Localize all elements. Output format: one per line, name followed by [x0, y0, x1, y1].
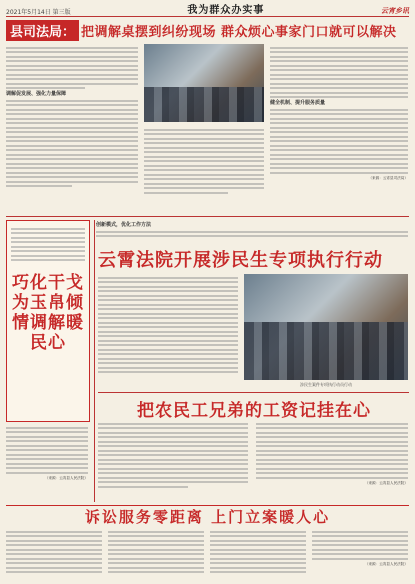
story1-title: 把调解桌摆到纠纷现场 群众烦心事家门口就可以解决 [81, 24, 397, 40]
story4-byline: （来源：云宵县人民法院） [364, 481, 408, 485]
story2-subcol [96, 220, 408, 244]
story5-col1 [6, 528, 102, 582]
story4-col2 [256, 420, 408, 502]
story5-col3 [210, 528, 306, 582]
story2-subhead: 创新模式，优化工作方法 [96, 222, 152, 228]
story1-col2 [144, 126, 264, 212]
story5-col2 [108, 528, 204, 582]
story4-headline: 把农民工兄弟的工资记挂在心 [137, 401, 371, 421]
divider-vertical [94, 220, 95, 502]
column-title: 我为群众办实事 [187, 5, 265, 16]
story1-photo [144, 44, 264, 122]
story2-headline: 巧化干戈为玉帛倾情调解暖民心 [12, 273, 84, 353]
story5-headline: 诉讼服务零距离 上门立案暖人心 [6, 505, 409, 526]
story2-col-bottom [6, 424, 88, 502]
story5-byline: （来源：云宵县人民法院） [364, 562, 408, 566]
story3-headline: 云霄法院开展涉民生专项执行行动 [98, 250, 383, 271]
story1-subhead-b: 健全机制、提升服务质量 [270, 100, 326, 106]
page-number: 第三版 [52, 9, 71, 16]
story3-col1 [98, 274, 238, 392]
issue-date: 2021年5月14日 [6, 9, 51, 16]
story5-col4 [312, 528, 408, 582]
story1-subhead-a: 调解促发展、强化力量保障 [6, 91, 67, 97]
story2-box [6, 220, 90, 422]
story3-photo [244, 274, 408, 380]
brand-logo: 云宵乡讯 [380, 7, 409, 15]
story2-intro [11, 225, 85, 271]
story1-col1 [6, 44, 138, 212]
story4-col1 [98, 420, 248, 502]
divider-2 [98, 392, 409, 393]
page-header [6, 2, 409, 17]
story1-tag: 县司法局： [6, 20, 79, 41]
divider-1 [6, 216, 409, 217]
story3-photo-caption: 涉民生案件专项执行动员行动 [300, 382, 352, 387]
story1-byline: （来源：云宵县司法局） [368, 176, 408, 181]
story1-col3 [270, 44, 408, 212]
story2-byline: （来源：云宵县人民法院） [44, 476, 88, 480]
story1-headline [6, 20, 409, 40]
